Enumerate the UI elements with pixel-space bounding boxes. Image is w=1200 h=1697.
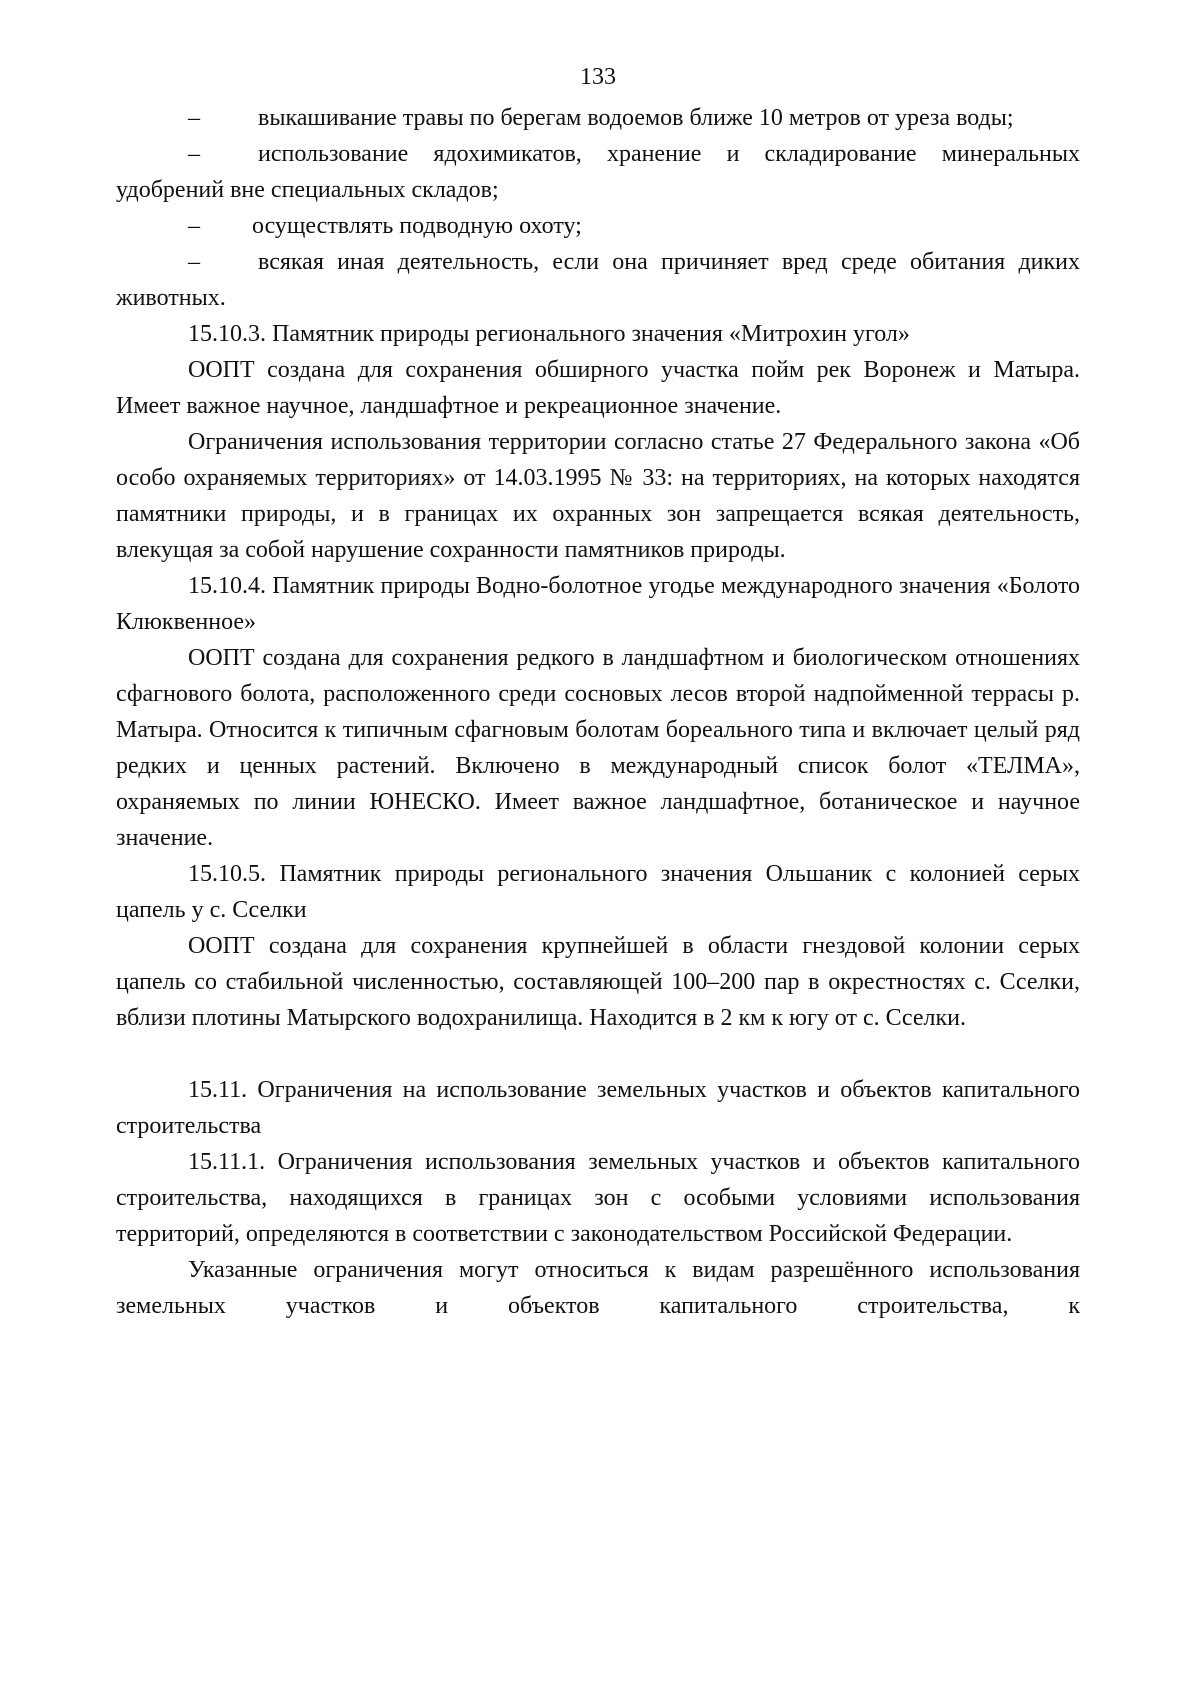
paragraph-olshanik-description: ООПТ создана для сохранения крупнейшей в области гнездовой колонии серых цапель со стабильной численностью, составляющей 100–200 пар в окрестностях с. Сселки, вблизи плотины Матырского водохранилища. Находится в 2 км к югу от с. Сселки. [116, 933, 1080, 1031]
paragraph-mitrokhin-purpose: ООПТ создана для сохранения обширного участка пойм рек Воронеж и Матыра. Имеет важное научное, ландшафтное и рекреационное значение. [116, 357, 1080, 419]
document-page [116, 60, 1080, 1324]
list-item-text: всякая иная деятельность, если она причиняет вред среде обитания диких животных. [116, 249, 1080, 311]
list-item-text: выкашивание травы по берегам водоемов ближе 10 метров от уреза воды; [258, 105, 1014, 131]
paragraph-kluyukvennoe-description: ООПТ создана для сохранения редкого в ландшафтном и биологическом отношениях сфагнового болота, расположенного среди сосновых лесов второй надпойменной террасы р. Матыра. Относится к типичным сфагновым болотам бореального типа и включает целый ряд редких и ценных растений. Включено в международный список болот «ТЕЛМА», охраняемых по линии ЮНЕСКО. Имеет важное ландшафтное, ботаническое и научное значение. [116, 645, 1080, 851]
list-item-text: использование ядохимикатов, хранение и складирование минеральных удобрений вне специальных складов; [116, 141, 1080, 203]
section-heading-15-11-1: 15.11.1. Ограничения использования земельных участков и объектов капитального строительства, находящихся в границах зон с особыми условиями использования территорий, определяются в соответствии с законодательством Российской Федерации. [116, 1149, 1080, 1247]
list-item-dash-3 [116, 208, 1080, 244]
dash-marker: – [188, 249, 200, 275]
list-item-dash-2 [116, 136, 1080, 208]
list-item-text: осуществлять подводную охоту; [252, 213, 582, 239]
list-item-dash-1 [116, 100, 1080, 136]
list-item-dash-4 [116, 244, 1080, 316]
paragraph-mitrokhin-restrictions: Ограничения использования территории согласно статье 27 Федерального закона «Об особо охраняемых территориях» от 14.03.1995 № 33: на территориях, на которых находятся памятники природы, и в границах их охранных зон запрещается всякая деятельность, влекущая за собой нарушение сохранности памятников природы. [116, 429, 1080, 563]
section-heading-15-10-3: 15.10.3. Памятник природы регионального значения «Митрохин угол» [188, 321, 910, 347]
document-body [116, 100, 1080, 1324]
dash-marker: – [188, 213, 200, 239]
blank-line [116, 1036, 1080, 1072]
paragraph-restrictions-continued: Указанные ограничения могут относиться к видам разрешённого использования земельных участков и объектов капитального строительства, к [116, 1257, 1080, 1319]
section-heading-15-10-5: 15.10.5. Памятник природы регионального значения Ольшаник с колонией серых цапель у с. Сселки [116, 861, 1080, 923]
section-heading-15-10-4: 15.10.4. Памятник природы Водно-болотное угодье международного значения «Болото Клюквенное» [116, 573, 1080, 635]
dash-marker: – [188, 105, 200, 131]
page-number: 133 [580, 64, 616, 90]
section-heading-15-11: 15.11. Ограничения на использование земельных участков и объектов капитального строительства [116, 1077, 1080, 1139]
dash-marker: – [188, 141, 200, 167]
